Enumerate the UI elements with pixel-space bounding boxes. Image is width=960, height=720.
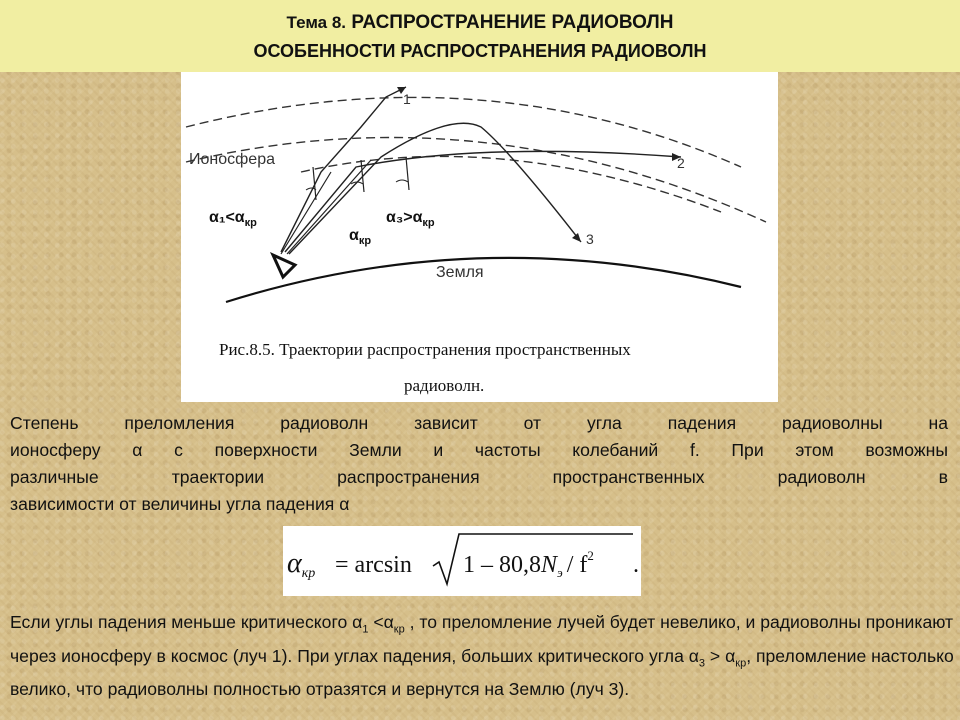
ray-3-arrow — [572, 233, 581, 242]
ray-1-label: 1 — [403, 91, 411, 107]
radiowave-figure — [181, 72, 778, 402]
slide-header — [0, 0, 960, 72]
ray-2-label: 2 — [677, 155, 685, 171]
paragraph-1-line: различные траектории распространения пространственных радиоволн в — [10, 467, 948, 487]
normal-3 — [406, 157, 409, 190]
slide-title — [0, 12, 960, 34]
subscript: 1 — [362, 623, 369, 636]
formula-svg — [283, 526, 641, 596]
paragraph-2-text: > α — [705, 645, 736, 666]
ray-3 — [289, 123, 581, 254]
alpha-kr-label: $\alpha_{кр}$ — [349, 227, 372, 247]
ray-2 — [285, 151, 681, 252]
formula-end: . — [633, 552, 639, 578]
subscript: кр — [393, 623, 405, 636]
figure-caption-line1: Рис.8.5. Траектории распространения пространственных — [219, 340, 631, 359]
subscript: 3 — [698, 657, 706, 670]
paragraph-2 — [10, 609, 955, 702]
paragraph-1-line: Степень преломления радиоволн зависит от угла падения радиоволны на — [10, 413, 948, 433]
paragraph-2-text: Если углы падения меньше критического α — [10, 612, 363, 632]
ionosphere-label: Ионосфера — [189, 151, 275, 168]
transmitter-icon — [273, 255, 295, 277]
earth-label: Земля — [436, 264, 484, 281]
topic-number: Тема 8. — [286, 13, 347, 32]
paragraph-1-line: зависимости от величины угла падения α — [10, 494, 350, 514]
formula-eq: = arcsin — [335, 552, 412, 578]
alpha3-label: $\alpha_3>\alpha_{кр}$ — [386, 209, 435, 229]
angle-arc-3 — [396, 180, 408, 182]
paragraph-2-text: , то преломление лучей будет невелико, и радиоволны проникают через ионосферу в космос (луч 1). При углах падения, больших критического угла α — [10, 612, 954, 666]
paragraph-2-text: <α — [368, 612, 394, 632]
figure-caption-line2: радиоволн. — [404, 376, 485, 395]
ray-3-label: 3 — [586, 231, 594, 247]
topic-title: РАСПРОСТРАНЕНИЕ РАДИОВОЛН — [351, 12, 674, 33]
critical-angle-formula — [283, 526, 641, 596]
subscript: кр — [735, 657, 747, 670]
paragraph-1 — [10, 410, 948, 518]
alpha1-label: $\alpha_1<\alpha_{кр}$ — [209, 209, 257, 229]
paragraph-2-text: , преломление настолько велико, что радиоволны полностью отразятся и вернутся на Землю (луч 3). — [10, 645, 954, 700]
ray-1 — [281, 87, 406, 252]
formula-inner: $1 - 80,8N_э / f^2$ — [463, 548, 594, 580]
formula-lhs: αкр — [287, 548, 316, 581]
slide-subtitle: ОСОБЕННОСТИ РАСПРОСТРАНЕНИЯ РАДИОВОЛН — [253, 41, 707, 61]
paragraph-1-line: ионосферу α с поверхности Земли и частоты колебаний f. При этом возможны — [10, 440, 948, 460]
